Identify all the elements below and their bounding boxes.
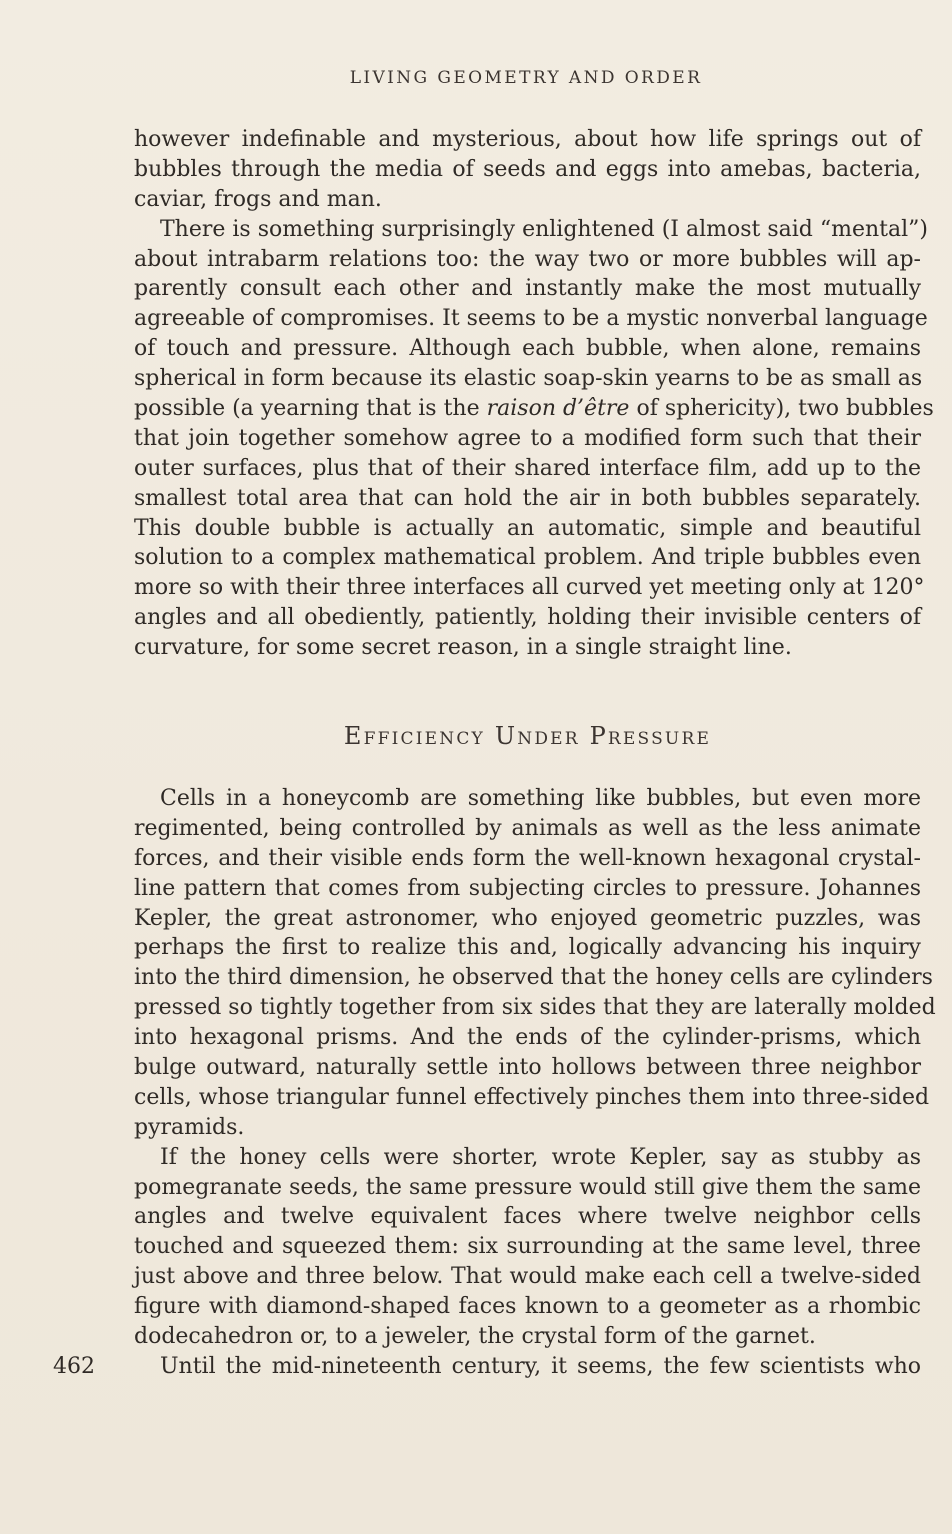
text-line: pyramids. xyxy=(134,1114,245,1140)
text-line: cells, whose triangular funnel effectively pinches them into three-sided xyxy=(134,1084,930,1110)
text-line: bulge outward, naturally settle into hollows between three neighbor xyxy=(134,1055,921,1081)
text-line: about intrabarm relations too: the way two or more bubbles will ap- xyxy=(134,246,921,272)
text-line: bubbles through the media of seeds and eggs into amebas, bacteria, xyxy=(134,156,921,182)
text-line: If the honey cells were shorter, wrote Kepler, say as stubby as xyxy=(160,1144,921,1170)
text-line: just above and three below. That would make each cell a twelve-sided xyxy=(134,1264,921,1290)
text-line: Kepler, the great astronomer, who enjoyed geometric puzzles, was xyxy=(134,905,921,931)
text-line: pressed so tightly together from six sides that they are laterally molded xyxy=(134,995,936,1021)
section-heading: Efficiency Under Pressure xyxy=(343,722,712,750)
text-line: outer surfaces, plus that of their shared interface film, add up to the xyxy=(134,455,921,481)
text-line: pomegranate seeds, the same pressure would still give them the same xyxy=(134,1174,921,1200)
text-line: caviar, frogs and man. xyxy=(134,186,382,212)
text-line: perhaps the first to realize this and, logically advancing his inquiry xyxy=(134,935,921,961)
text-line: solution to a complex mathematical problem. And triple bubbles even xyxy=(134,545,921,571)
text-line: however indefinable and mysterious, about how life springs out of xyxy=(134,127,921,152)
text-line: parently consult each other and instantly make the most mutually xyxy=(134,276,921,302)
text-line: into the third dimension, he observed that the honey cells are cylinders xyxy=(134,965,933,991)
text-line: agreeable of compromises. It seems to be a mystic nonverbal language xyxy=(134,306,928,332)
text-line: angles and twelve equivalent faces where twelve neighbor cells xyxy=(134,1204,921,1230)
italic-phrase: raison d’être xyxy=(486,396,630,422)
text-line: forces, and their visible ends form the well-known hexagonal crystal- xyxy=(134,845,921,871)
text-line: smallest total area that can hold the air in both bubbles separately. xyxy=(134,485,921,511)
text-line: touched and squeezed them: six surrounding at the same level, three xyxy=(134,1234,921,1260)
text-line: dodecahedron or, to a jeweler, the crystal form of the garnet. xyxy=(134,1324,816,1350)
paragraph-block-honeycomb xyxy=(134,784,936,1382)
text-line: of touch and pressure. Although each bubble, when alone, remains xyxy=(134,336,921,362)
text-line: figure with diamond-shaped faces known to a geometer as a rhombic xyxy=(134,1294,921,1320)
text-line: There is something surprisingly enlightened (I almost said “mental”) xyxy=(160,216,928,242)
text-line: that join together somehow agree to a modified form such that their xyxy=(134,425,921,451)
text-line: curvature, for some secret reason, in a single straight line. xyxy=(134,635,792,661)
text-line: angles and all obediently, patiently, holding their invisible centers of xyxy=(134,605,921,631)
text-line: This double bubble is actually an automatic, simple and beautiful xyxy=(134,515,921,541)
paragraph-block-bubbles xyxy=(134,125,934,663)
text-line: into hexagonal prisms. And the ends of the cylinder-prisms, which xyxy=(134,1025,921,1051)
text-line: Cells in a honeycomb are something like bubbles, but even more xyxy=(160,786,921,811)
page-number: 462 xyxy=(53,1354,95,1379)
running-head: LIVING GEOMETRY AND ORDER xyxy=(349,68,703,88)
text-line: spherical in form because its elastic soap-skin yearns to be as small as xyxy=(134,366,923,392)
text-line: Until the mid-nineteenth century, it seems, the few scientists who xyxy=(160,1353,921,1379)
text-fragment: of sphericity), two bubbles xyxy=(629,396,934,422)
text-line: regimented, being controlled by animals as well as the less animate xyxy=(134,815,921,841)
text-line xyxy=(134,394,934,424)
text-fragment: possible (a yearning that is the xyxy=(134,396,487,422)
text-line: more so with their three interfaces all curved yet meeting only at 120° xyxy=(134,575,925,601)
text-line: line pattern that comes from subjecting circles to pressure. Johannes xyxy=(134,875,921,901)
